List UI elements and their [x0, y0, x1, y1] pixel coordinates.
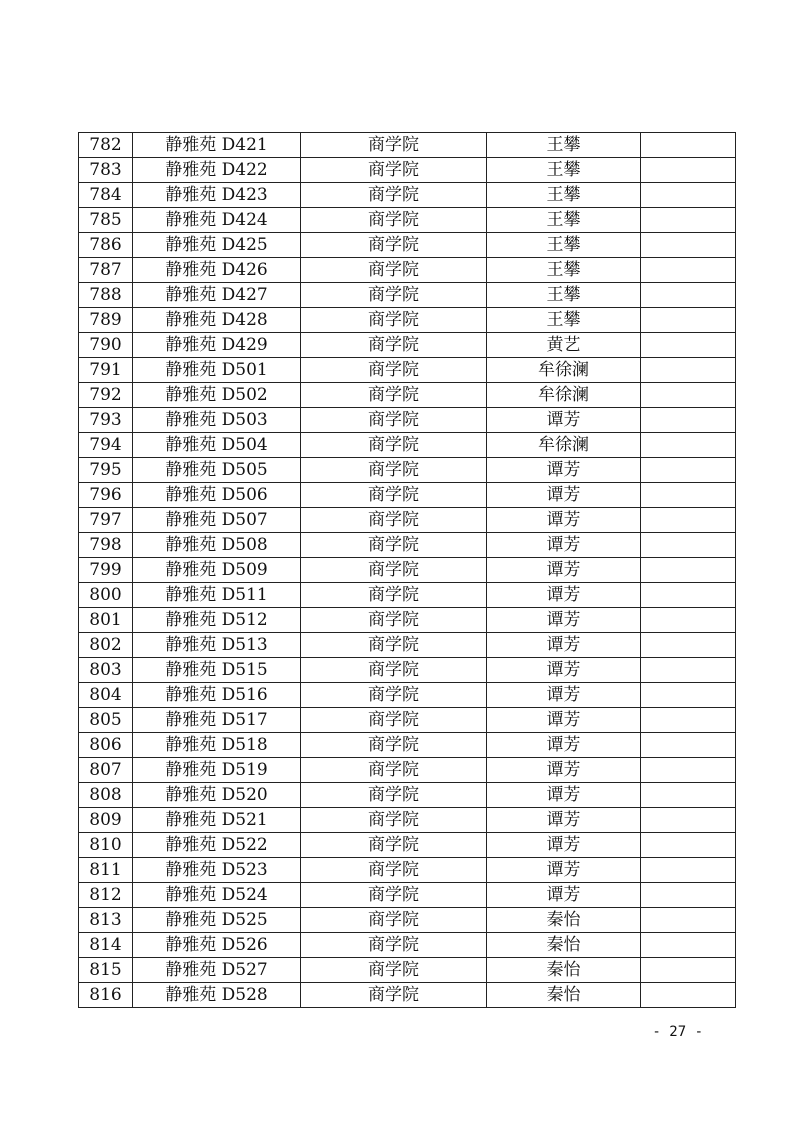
college-cell: 商学院 — [301, 183, 487, 208]
room-cell: 静雅苑 D525 — [133, 908, 301, 933]
remark-cell — [641, 808, 736, 833]
remark-cell — [641, 233, 736, 258]
room-cell: 静雅苑 D527 — [133, 958, 301, 983]
room-cell: 静雅苑 D501 — [133, 358, 301, 383]
room-cell: 静雅苑 D427 — [133, 283, 301, 308]
remark-cell — [641, 908, 736, 933]
room-cell: 静雅苑 D513 — [133, 633, 301, 658]
table-row — [79, 933, 736, 958]
table-row — [79, 983, 736, 1008]
contact-person-cell: 王攀 — [487, 208, 641, 233]
college-cell: 商学院 — [301, 658, 487, 683]
college-cell: 商学院 — [301, 883, 487, 908]
room-cell: 静雅苑 D515 — [133, 658, 301, 683]
remark-cell — [641, 858, 736, 883]
remark-cell — [641, 408, 736, 433]
table-row — [79, 683, 736, 708]
table-row — [79, 433, 736, 458]
remark-cell — [641, 433, 736, 458]
college-cell: 商学院 — [301, 608, 487, 633]
row-number-cell: 786 — [79, 233, 133, 258]
college-cell: 商学院 — [301, 133, 487, 158]
college-cell: 商学院 — [301, 358, 487, 383]
row-number-cell: 807 — [79, 758, 133, 783]
remark-cell — [641, 683, 736, 708]
contact-person-cell: 谭芳 — [487, 733, 641, 758]
college-cell: 商学院 — [301, 958, 487, 983]
remark-cell — [641, 133, 736, 158]
contact-person-cell: 谭芳 — [487, 608, 641, 633]
room-cell: 静雅苑 D523 — [133, 858, 301, 883]
row-number-cell: 787 — [79, 258, 133, 283]
college-cell: 商学院 — [301, 508, 487, 533]
contact-person-cell: 牟徐澜 — [487, 433, 641, 458]
contact-person-cell: 谭芳 — [487, 783, 641, 808]
remark-cell — [641, 758, 736, 783]
table-row — [79, 833, 736, 858]
row-number-cell: 784 — [79, 183, 133, 208]
remark-cell — [641, 583, 736, 608]
table-row — [79, 358, 736, 383]
table-row — [79, 233, 736, 258]
room-cell: 静雅苑 D526 — [133, 933, 301, 958]
row-number-cell: 803 — [79, 658, 133, 683]
table-row — [79, 958, 736, 983]
remark-cell — [641, 358, 736, 383]
dormitory-table — [78, 132, 736, 1008]
college-cell: 商学院 — [301, 783, 487, 808]
room-cell: 静雅苑 D511 — [133, 583, 301, 608]
college-cell: 商学院 — [301, 933, 487, 958]
college-cell: 商学院 — [301, 708, 487, 733]
contact-person-cell: 王攀 — [487, 308, 641, 333]
row-number-cell: 799 — [79, 558, 133, 583]
contact-person-cell: 黄艺 — [487, 333, 641, 358]
room-cell: 静雅苑 D423 — [133, 183, 301, 208]
room-cell: 静雅苑 D503 — [133, 408, 301, 433]
row-number-cell: 795 — [79, 458, 133, 483]
contact-person-cell: 谭芳 — [487, 658, 641, 683]
row-number-cell: 812 — [79, 883, 133, 908]
room-cell: 静雅苑 D422 — [133, 158, 301, 183]
remark-cell — [641, 658, 736, 683]
remark-cell — [641, 733, 736, 758]
room-cell: 静雅苑 D528 — [133, 983, 301, 1008]
remark-cell — [641, 608, 736, 633]
college-cell: 商学院 — [301, 433, 487, 458]
contact-person-cell: 谭芳 — [487, 508, 641, 533]
row-number-cell: 815 — [79, 958, 133, 983]
contact-person-cell: 秦怡 — [487, 933, 641, 958]
remark-cell — [641, 883, 736, 908]
contact-person-cell: 谭芳 — [487, 883, 641, 908]
college-cell: 商学院 — [301, 908, 487, 933]
table-row — [79, 558, 736, 583]
row-number-cell: 791 — [79, 358, 133, 383]
page-number: - 27 - — [652, 1024, 703, 1040]
row-number-cell: 793 — [79, 408, 133, 433]
contact-person-cell: 王攀 — [487, 183, 641, 208]
room-cell: 静雅苑 D509 — [133, 558, 301, 583]
college-cell: 商学院 — [301, 208, 487, 233]
remark-cell — [641, 333, 736, 358]
college-cell: 商学院 — [301, 983, 487, 1008]
contact-person-cell: 谭芳 — [487, 683, 641, 708]
contact-person-cell: 牟徐澜 — [487, 383, 641, 408]
row-number-cell: 808 — [79, 783, 133, 808]
table-row — [79, 908, 736, 933]
contact-person-cell: 谭芳 — [487, 808, 641, 833]
contact-person-cell: 牟徐澜 — [487, 358, 641, 383]
remark-cell — [641, 708, 736, 733]
contact-person-cell: 王攀 — [487, 158, 641, 183]
college-cell: 商学院 — [301, 583, 487, 608]
college-cell: 商学院 — [301, 383, 487, 408]
table-row — [79, 158, 736, 183]
row-number-cell: 792 — [79, 383, 133, 408]
row-number-cell: 802 — [79, 633, 133, 658]
room-cell: 静雅苑 D517 — [133, 708, 301, 733]
remark-cell — [641, 783, 736, 808]
row-number-cell: 789 — [79, 308, 133, 333]
room-cell: 静雅苑 D518 — [133, 733, 301, 758]
row-number-cell: 797 — [79, 508, 133, 533]
row-number-cell: 809 — [79, 808, 133, 833]
table-row — [79, 208, 736, 233]
contact-person-cell: 谭芳 — [487, 408, 641, 433]
table-body — [79, 133, 736, 1008]
room-cell: 静雅苑 D508 — [133, 533, 301, 558]
row-number-cell: 796 — [79, 483, 133, 508]
room-cell: 静雅苑 D421 — [133, 133, 301, 158]
table-row — [79, 633, 736, 658]
row-number-cell: 804 — [79, 683, 133, 708]
table-row — [79, 808, 736, 833]
table-row — [79, 333, 736, 358]
contact-person-cell: 王攀 — [487, 133, 641, 158]
college-cell: 商学院 — [301, 308, 487, 333]
college-cell: 商学院 — [301, 808, 487, 833]
college-cell: 商学院 — [301, 858, 487, 883]
row-number-cell: 814 — [79, 933, 133, 958]
contact-person-cell: 谭芳 — [487, 708, 641, 733]
table-row — [79, 383, 736, 408]
room-cell: 静雅苑 D502 — [133, 383, 301, 408]
contact-person-cell: 谭芳 — [487, 758, 641, 783]
college-cell: 商学院 — [301, 533, 487, 558]
room-cell: 静雅苑 D524 — [133, 883, 301, 908]
row-number-cell: 816 — [79, 983, 133, 1008]
contact-person-cell: 谭芳 — [487, 833, 641, 858]
table-row — [79, 308, 736, 333]
college-cell: 商学院 — [301, 283, 487, 308]
room-cell: 静雅苑 D506 — [133, 483, 301, 508]
contact-person-cell: 秦怡 — [487, 958, 641, 983]
row-number-cell: 794 — [79, 433, 133, 458]
table-row — [79, 133, 736, 158]
remark-cell — [641, 458, 736, 483]
room-cell: 静雅苑 D522 — [133, 833, 301, 858]
contact-person-cell: 王攀 — [487, 258, 641, 283]
room-cell: 静雅苑 D507 — [133, 508, 301, 533]
remark-cell — [641, 258, 736, 283]
table-row — [79, 258, 736, 283]
room-cell: 静雅苑 D512 — [133, 608, 301, 633]
room-cell: 静雅苑 D426 — [133, 258, 301, 283]
room-cell: 静雅苑 D505 — [133, 458, 301, 483]
table-row — [79, 458, 736, 483]
table-row — [79, 283, 736, 308]
room-cell: 静雅苑 D429 — [133, 333, 301, 358]
table-row — [79, 608, 736, 633]
contact-person-cell: 谭芳 — [487, 858, 641, 883]
table-row — [79, 733, 736, 758]
table-row — [79, 583, 736, 608]
row-number-cell: 811 — [79, 858, 133, 883]
table-row — [79, 658, 736, 683]
college-cell: 商学院 — [301, 683, 487, 708]
college-cell: 商学院 — [301, 158, 487, 183]
college-cell: 商学院 — [301, 258, 487, 283]
room-cell: 静雅苑 D520 — [133, 783, 301, 808]
remark-cell — [641, 958, 736, 983]
contact-person-cell: 王攀 — [487, 233, 641, 258]
table-row — [79, 483, 736, 508]
table-row — [79, 533, 736, 558]
table-row — [79, 883, 736, 908]
college-cell: 商学院 — [301, 483, 487, 508]
contact-person-cell: 秦怡 — [487, 983, 641, 1008]
row-number-cell: 813 — [79, 908, 133, 933]
college-cell: 商学院 — [301, 758, 487, 783]
row-number-cell: 788 — [79, 283, 133, 308]
row-number-cell: 798 — [79, 533, 133, 558]
table-row — [79, 408, 736, 433]
table-row — [79, 708, 736, 733]
contact-person-cell: 秦怡 — [487, 908, 641, 933]
row-number-cell: 800 — [79, 583, 133, 608]
remark-cell — [641, 633, 736, 658]
row-number-cell: 810 — [79, 833, 133, 858]
remark-cell — [641, 983, 736, 1008]
table-row — [79, 758, 736, 783]
room-cell: 静雅苑 D516 — [133, 683, 301, 708]
table-row — [79, 858, 736, 883]
room-cell: 静雅苑 D425 — [133, 233, 301, 258]
contact-person-cell: 谭芳 — [487, 458, 641, 483]
remark-cell — [641, 383, 736, 408]
row-number-cell: 805 — [79, 708, 133, 733]
remark-cell — [641, 483, 736, 508]
table-row — [79, 508, 736, 533]
remark-cell — [641, 308, 736, 333]
room-cell: 静雅苑 D504 — [133, 433, 301, 458]
contact-person-cell: 谭芳 — [487, 633, 641, 658]
room-cell: 静雅苑 D424 — [133, 208, 301, 233]
contact-person-cell: 谭芳 — [487, 533, 641, 558]
contact-person-cell: 王攀 — [487, 283, 641, 308]
remark-cell — [641, 158, 736, 183]
remark-cell — [641, 933, 736, 958]
room-cell: 静雅苑 D519 — [133, 758, 301, 783]
room-cell: 静雅苑 D428 — [133, 308, 301, 333]
college-cell: 商学院 — [301, 458, 487, 483]
contact-person-cell: 谭芳 — [487, 558, 641, 583]
remark-cell — [641, 283, 736, 308]
college-cell: 商学院 — [301, 633, 487, 658]
table-row — [79, 783, 736, 808]
row-number-cell: 806 — [79, 733, 133, 758]
row-number-cell: 785 — [79, 208, 133, 233]
college-cell: 商学院 — [301, 733, 487, 758]
college-cell: 商学院 — [301, 233, 487, 258]
college-cell: 商学院 — [301, 333, 487, 358]
row-number-cell: 790 — [79, 333, 133, 358]
contact-person-cell: 谭芳 — [487, 583, 641, 608]
table-row — [79, 183, 736, 208]
college-cell: 商学院 — [301, 408, 487, 433]
row-number-cell: 782 — [79, 133, 133, 158]
contact-person-cell: 谭芳 — [487, 483, 641, 508]
college-cell: 商学院 — [301, 833, 487, 858]
remark-cell — [641, 183, 736, 208]
remark-cell — [641, 208, 736, 233]
remark-cell — [641, 508, 736, 533]
room-cell: 静雅苑 D521 — [133, 808, 301, 833]
college-cell: 商学院 — [301, 558, 487, 583]
row-number-cell: 801 — [79, 608, 133, 633]
row-number-cell: 783 — [79, 158, 133, 183]
remark-cell — [641, 533, 736, 558]
remark-cell — [641, 833, 736, 858]
remark-cell — [641, 558, 736, 583]
